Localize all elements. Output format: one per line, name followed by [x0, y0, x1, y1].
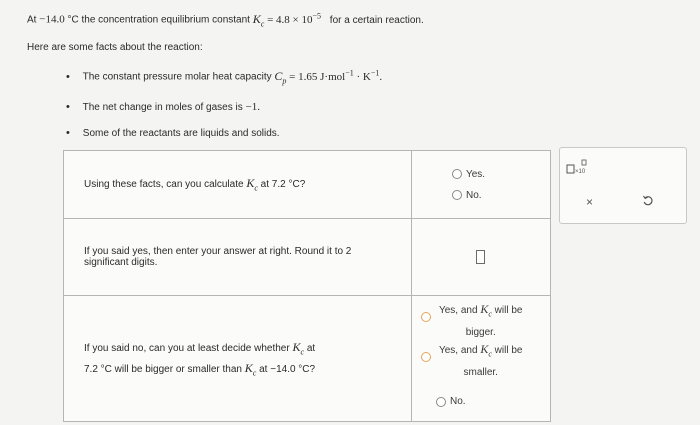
question-compare-options — [411, 296, 550, 422]
facts-title: Here are some facts about the reaction: — [27, 42, 203, 53]
clear-icon[interactable]: × — [586, 195, 594, 209]
undo-icon[interactable] — [642, 195, 654, 207]
bullet-icon: • — [66, 70, 70, 83]
bullet-icon: • — [66, 101, 70, 113]
radio-yes[interactable] — [452, 169, 462, 179]
intro-text: the concentration equilibrium constant — [81, 14, 250, 26]
tool-panel — [559, 147, 687, 224]
radio-bigger[interactable] — [421, 312, 431, 322]
answer-input[interactable] — [476, 250, 485, 264]
intro-suffix: for a certain reaction. — [329, 14, 424, 26]
fact-reactants-phase: • Some of the reactants are liquids and solids. — [66, 127, 280, 139]
option-yes[interactable]: Yes. — [452, 169, 544, 180]
intro-k-value: = $4.8 \times 10^{-5}$ — [267, 11, 322, 26]
option-no[interactable]: No. — [452, 190, 544, 201]
problem-statement — [27, 11, 424, 28]
intro-prefix: At — [27, 14, 37, 26]
answer-cell — [411, 219, 550, 296]
question-row-compare — [64, 296, 551, 422]
option-no-decide[interactable]: No. — [436, 396, 466, 407]
bullet-icon: • — [66, 127, 70, 139]
option-bigger[interactable]: Yes, and $K_c$ will be bigger. — [421, 300, 523, 342]
radio-smaller[interactable] — [421, 352, 431, 362]
svg-text:×10: ×10 — [575, 169, 586, 175]
radio-no[interactable] — [452, 190, 462, 200]
question-answer-text: If you said yes, then enter your answer at right. Round it to 2 significant digits. — [64, 219, 412, 296]
intro-unit: °C — [67, 14, 79, 26]
radio-no-decide[interactable] — [436, 397, 446, 407]
question-row-answer — [64, 219, 551, 296]
intro-k-symbol: $K_c$ — [252, 11, 265, 29]
scientific-notation-icon[interactable] — [566, 159, 588, 175]
question-row-calculate — [64, 151, 551, 219]
option-smaller[interactable]: Yes, and $K_c$ will be smaller. — [421, 340, 523, 382]
fact-heat-capacity: • The constant pressure molar heat capacity $C_p = 1.65$ $J\cdot mol^{-1} \cdot K^{-1}$. — [66, 68, 383, 86]
intro-temperature: −14.0 — [39, 13, 65, 26]
question-table — [63, 150, 551, 422]
question-calculate-options — [411, 151, 550, 219]
question-calculate-text: Using these facts, can you calculate $K_c$ at 7.2 °C? — [64, 151, 412, 219]
question-compare-text: If you said no, can you at least decide whether $K_c$ at 7.2 °C will be bigger or smaller than $K_c$ at −14.0 °C? — [64, 296, 412, 422]
fact-moles-gases: • The net change in moles of gases is −1. — [66, 101, 260, 113]
